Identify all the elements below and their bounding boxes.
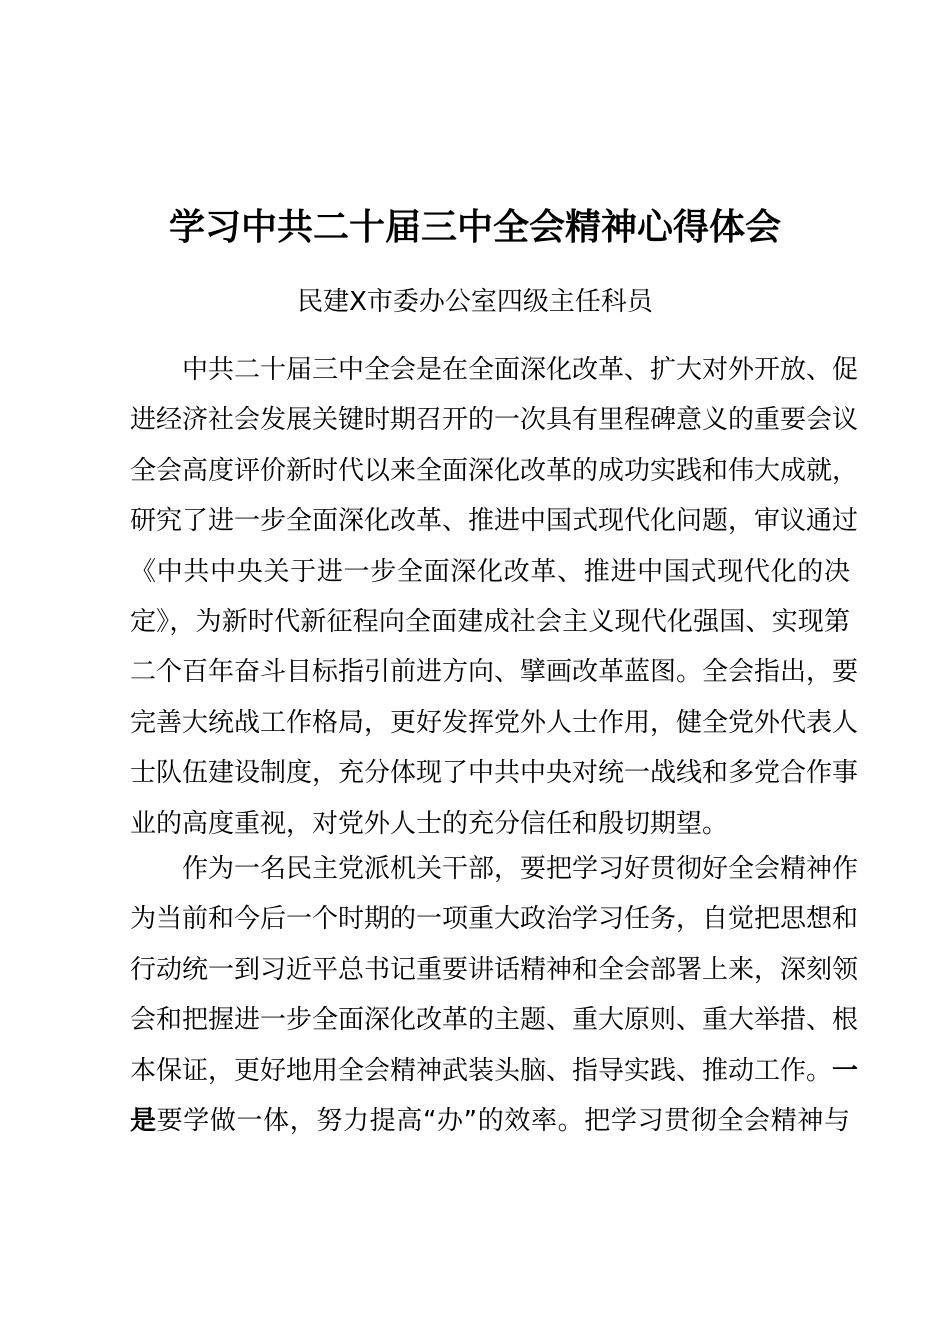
paragraph-line: 进经济社会发展关键时期召开的一次具有里程碑意义的重要会议 — [130, 405, 859, 436]
paragraph-line: 二个百年奋斗目标指引前进方向、擘画改革蓝图。全会指出，要 — [130, 657, 859, 688]
paragraph-line: 作为一名民主党派机关干部，要把学习好贯彻好全会精神作 — [182, 854, 859, 884]
paragraph-line: 《中共中央关于进一步全面深化改革、推进中国式现代化的决 — [130, 556, 850, 587]
paragraph-line: 为当前和今后一个时期的一项重大政治学习任务，自觉把思想和 — [130, 904, 859, 935]
paragraph-line: 研究了进一步全面深化改革、推进中国式现代化问题，审议通过 — [130, 506, 859, 537]
bold-ordinal-text: 是 — [130, 1105, 157, 1136]
paragraph-line: 行动统一到习近平总书记重要讲话精神和全会部署上来，深刻领 — [130, 954, 859, 985]
paragraph-line: 业的高度重视，对党外人士的充分信任和殷切期望。 — [130, 808, 729, 839]
author-line: 民建X市委办公室四级主任科员 — [297, 287, 653, 317]
paragraph-2 — [130, 844, 859, 1146]
paragraph-line-text: 要学做一体，努力提高“办”的效率。把学习贯彻全会精神与 — [156, 1105, 850, 1136]
paragraph-line — [130, 1096, 850, 1146]
document-title: 学习中共二十届三中全会精神心得体会 — [168, 207, 781, 248]
paragraph-line: 士队伍建设制度，充分体现了中共中央对统一战线和多党合作事 — [130, 758, 859, 789]
paragraph-line: 定》，为新时代新征程向全面建成社会主义现代化强国、实现第 — [130, 606, 850, 637]
paragraph-line: 会和把握进一步全面深化改革的主题、重大原则、重大举措、根 — [130, 1005, 859, 1036]
paragraph-1 — [130, 345, 859, 849]
paragraph-line: 中共二十届三中全会是在全面深化改革、扩大对外开放、促 — [182, 355, 859, 385]
paragraph-line: 全会高度评价新时代以来全面深化改革的成功实践和伟大成就， — [130, 455, 859, 486]
bold-ordinal-text: 一 — [832, 1055, 859, 1086]
paragraph-line-text: 本保证，更好地用全会精神武装头脑、指导实践、推动工作。 — [130, 1055, 833, 1086]
paragraph-line — [130, 1046, 859, 1096]
paragraph-line: 完善大统战工作格局，更好发挥党外人士作用，健全党外代表人 — [130, 707, 859, 738]
